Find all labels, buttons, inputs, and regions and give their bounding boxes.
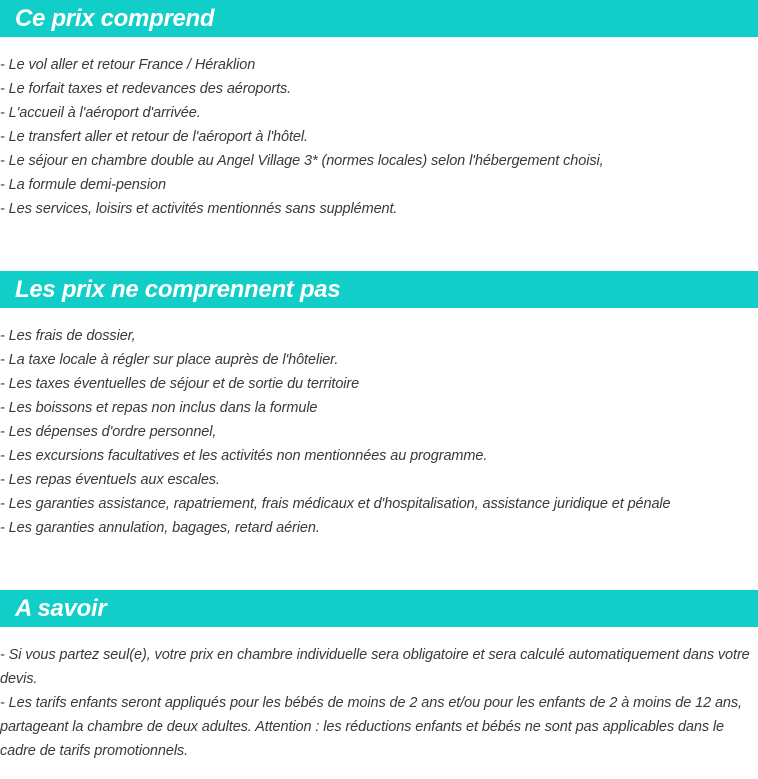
list-item: - Si vous partez seul(e), votre prix en chambre individuelle sera obligatoire et sera calculé automatiquement dans votre devis. xyxy=(0,647,750,687)
list-item: - Les taxes éventuelles de séjour et de sortie du territoire xyxy=(0,376,360,392)
list-item: - Les garanties assistance, rapatriement, frais médicaux et d'hospitalisation, assistance juridique et pénale xyxy=(0,496,671,512)
good-to-know-list xyxy=(0,643,756,763)
list-item: - Les frais de dossier, xyxy=(0,328,136,344)
list-item: - Les boissons et repas non inclus dans la formule xyxy=(0,400,318,416)
list-item: - Les repas éventuels aux escales. xyxy=(0,472,220,488)
list-item: - Les services, loisirs et activités mentionnés sans supplément. xyxy=(0,201,398,217)
list-item: - Le transfert aller et retour de l'aéroport à l'hôtel. xyxy=(0,129,308,145)
list-item: - La formule demi-pension xyxy=(0,177,166,193)
list-item: - Le vol aller et retour France / Héraklion xyxy=(0,57,256,73)
list-item: - L'accueil à l'aéroport d'arrivée. xyxy=(0,105,201,121)
list-item: - Les garanties annulation, bagages, retard aérien. xyxy=(0,520,320,536)
list-item: - Le séjour en chambre double au Angel Village 3* (normes locales) selon l'hébergement choisi, xyxy=(0,153,604,169)
list-item: - Les excursions facultatives et les activités non mentionnées au programme. xyxy=(0,448,488,464)
included-list xyxy=(0,53,756,221)
section-title-included: Ce prix comprend xyxy=(15,5,215,32)
section-title-not-included: Les prix ne comprennent pas xyxy=(15,276,341,303)
list-item: - La taxe locale à régler sur place auprès de l'hôtelier. xyxy=(0,352,339,368)
section-title-good-to-know: A savoir xyxy=(15,595,107,622)
list-item: - Les dépenses d'ordre personnel, xyxy=(0,424,217,440)
section-header-included xyxy=(0,0,758,37)
not-included-list xyxy=(0,324,756,540)
list-item: - Le forfait taxes et redevances des aéroports. xyxy=(0,81,292,97)
section-header-good-to-know xyxy=(0,590,758,627)
section-header-not-included xyxy=(0,271,758,308)
list-item: - Les tarifs enfants seront appliqués pour les bébés de moins de 2 ans et/ou pour les enfants de 2 à moins de 12 ans, partageant la chambre de deux adultes. Attention : les réductions enfants et bébés ne sont pas applicables dans le cadre de tarifs promotionnels. xyxy=(0,695,742,759)
